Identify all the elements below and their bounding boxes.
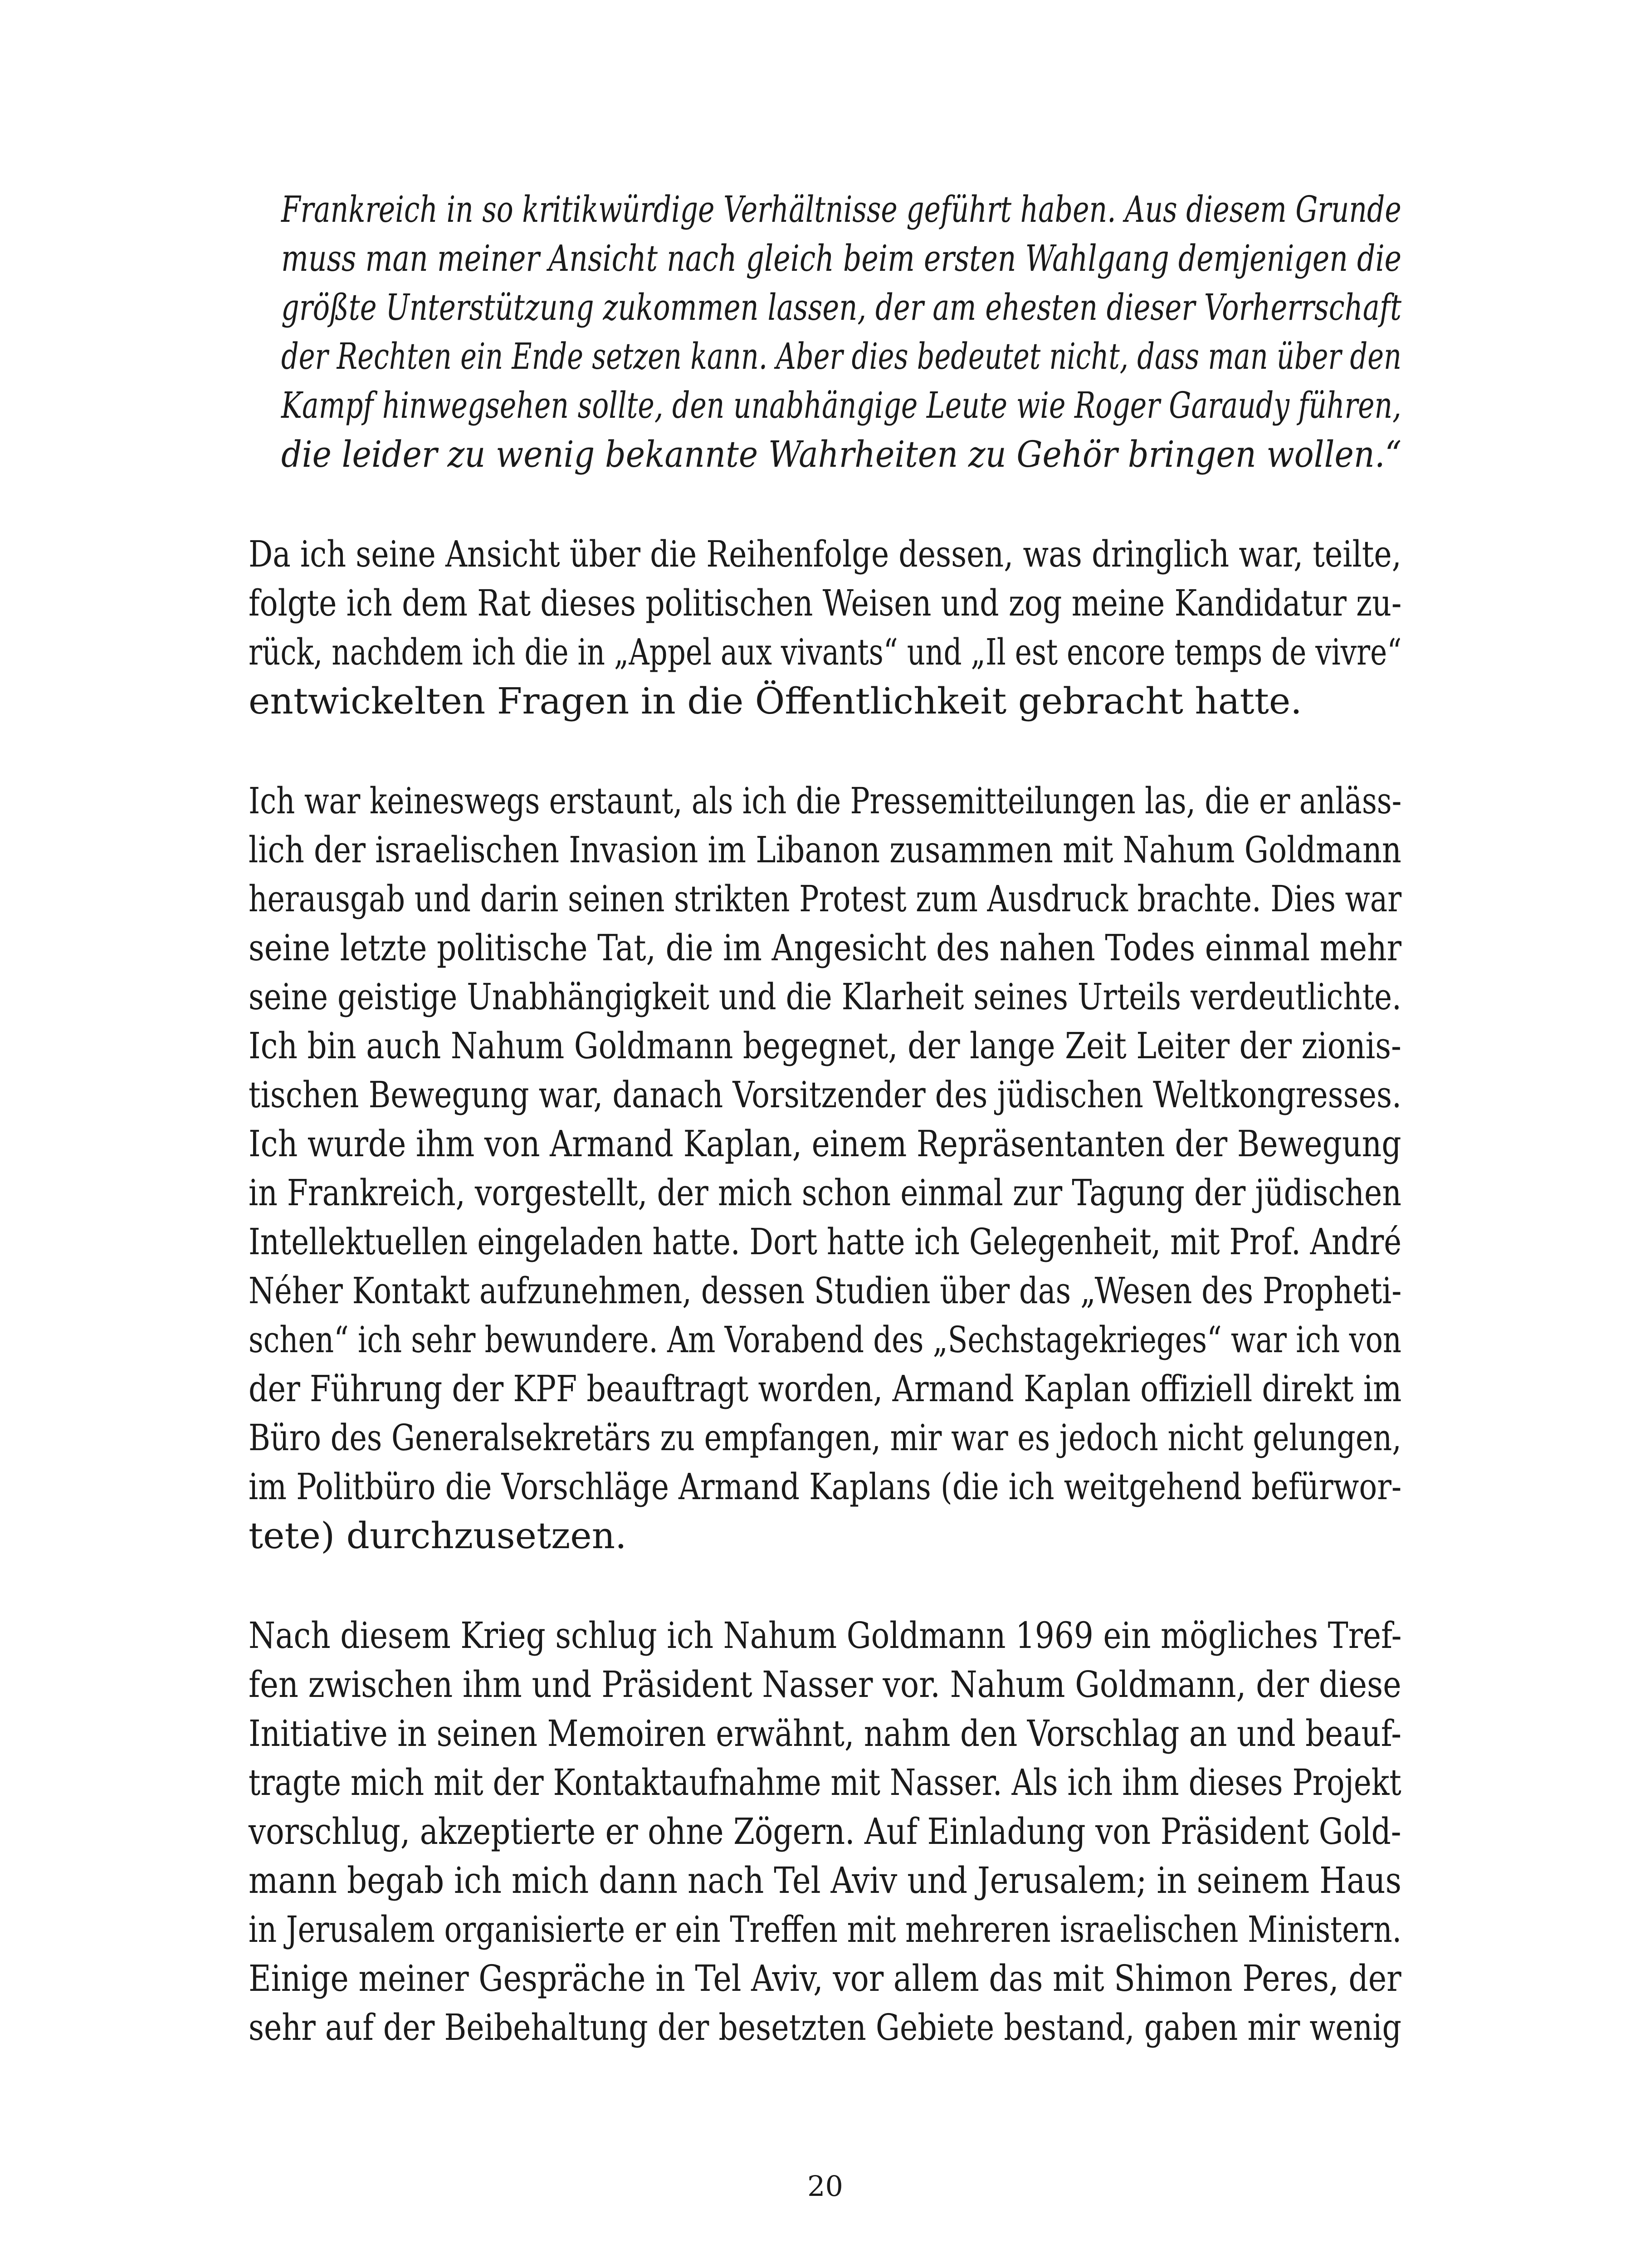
paragraph-line: seine letzte politische Tat, die im Angesicht des nahen Todes einmal mehr — [249, 927, 1401, 969]
quote-line: der Rechten ein Ende setzen kann. Aber dies bedeutet nicht, dass man über den — [281, 335, 1401, 377]
paragraph-line: sehr auf der Beibehaltung der besetzten Gebiete bestand, gaben mir wenig — [249, 2006, 1401, 2048]
paragraph-line: Nach diesem Krieg schlug ich Nahum Goldmann 1969 ein mögliches Tref- — [249, 1614, 1402, 1657]
paragraph-line: tragte mich mit der Kontaktaufnahme mit Nasser. Als ich ihm dieses Projekt — [249, 1761, 1401, 1804]
quote-line: Frankreich in so kritikwürdige Verhältnisse geführt haben. Aus diesem Grunde — [281, 188, 1401, 230]
paragraph-line: Einige meiner Gespräche in Tel Aviv, vor allem das mit Shimon Peres, der — [249, 1957, 1401, 1999]
paragraph-line: Ich bin auch Nahum Goldmann begegnet, der lange Zeit Leiter der zionis- — [249, 1025, 1401, 1067]
quote-line: die leider zu wenig bekannte Wahrheiten zu Gehör bringen wollen.“ — [281, 433, 1402, 475]
paragraph-line: tischen Bewegung war, danach Vorsitzender des jüdischen Weltkongresses. — [249, 1074, 1402, 1116]
paragraph-line: Néher Kontakt aufzunehmen, dessen Studien über das „Wesen des Propheti- — [249, 1270, 1402, 1312]
quote-line: größte Unterstützung zukommen lassen, der am ehesten dieser Vorherrschaft — [281, 286, 1401, 328]
paragraph-line: folgte ich dem Rat dieses politischen Weisen und zog meine Kandidatur zu- — [249, 582, 1402, 624]
paragraph-line: Initiative in seinen Memoiren erwähnt, nahm den Vorschlag an und beauf- — [249, 1712, 1401, 1755]
paragraph-line: entwickelten Fragen in die Öffentlichkeit gebracht hatte. — [249, 680, 1302, 722]
paragraph-line: der Führung der KPF beauftragt worden, Armand Kaplan offiziell direkt im — [249, 1368, 1402, 1410]
paragraph-line: Büro des Generalsekretärs zu empfangen, mir war es jedoch nicht gelungen, — [249, 1417, 1401, 1459]
paragraph-line: vorschlug, akzeptierte er ohne Zögern. Auf Einladung von Präsident Gold- — [249, 1810, 1401, 1853]
page-number: 20 — [807, 2170, 843, 2203]
paragraph-line: herausgab und darin seinen strikten Protest zum Ausdruck brachte. Dies war — [249, 878, 1402, 920]
paragraph-line: mann begab ich mich dann nach Tel Aviv und Jerusalem; in seinem Haus — [249, 1859, 1401, 1901]
paragraph-line: in Jerusalem organisierte er ein Treffen mit mehreren israelischen Ministern. — [249, 1908, 1402, 1950]
quote-line: muss man meiner Ansicht nach gleich beim ersten Wahlgang demjenigen die — [281, 237, 1402, 279]
paragraph-line: lich der israelischen Invasion im Libanon zusammen mit Nahum Goldmann — [249, 829, 1401, 871]
paragraph-line: rück, nachdem ich die in „Appel aux vivants“ und „Il est encore temps de vivre“ — [249, 631, 1402, 673]
paragraph-line: tete) durchzusetzen. — [249, 1515, 627, 1557]
paragraph-line: im Politbüro die Vorschläge Armand Kaplans (die ich weitgehend befürwor- — [249, 1466, 1402, 1508]
paragraph-line: Ich wurde ihm von Armand Kaplan, einem Repräsentanten der Bewegung — [249, 1123, 1401, 1165]
paragraph-line: seine geistige Unabhängigkeit und die Klarheit seines Urteils verdeutlichte. — [249, 976, 1401, 1018]
paragraph-line: in Frankreich, vorgestellt, der mich schon einmal zur Tagung der jüdischen — [249, 1172, 1401, 1214]
quote-line: Kampf hinwegsehen sollte, den unabhängige Leute wie Roger Garaudy führen, — [281, 384, 1401, 426]
paragraph-line: schen“ ich sehr bewundere. Am Vorabend des „Sechstagekrieges“ war ich von — [249, 1319, 1401, 1361]
paragraph-line: Intellektuellen eingeladen hatte. Dort hatte ich Gelegenheit, mit Prof. André — [249, 1221, 1402, 1263]
paragraph-line: Ich war keineswegs erstaunt, als ich die Pressemitteilungen las, die er anläss- — [249, 780, 1402, 822]
paragraph-line: fen zwischen ihm und Präsident Nasser vor. Nahum Goldmann, der diese — [249, 1663, 1401, 1706]
paragraph-line: Da ich seine Ansicht über die Reihenfolge dessen, was dringlich war, teilte, — [249, 533, 1401, 575]
